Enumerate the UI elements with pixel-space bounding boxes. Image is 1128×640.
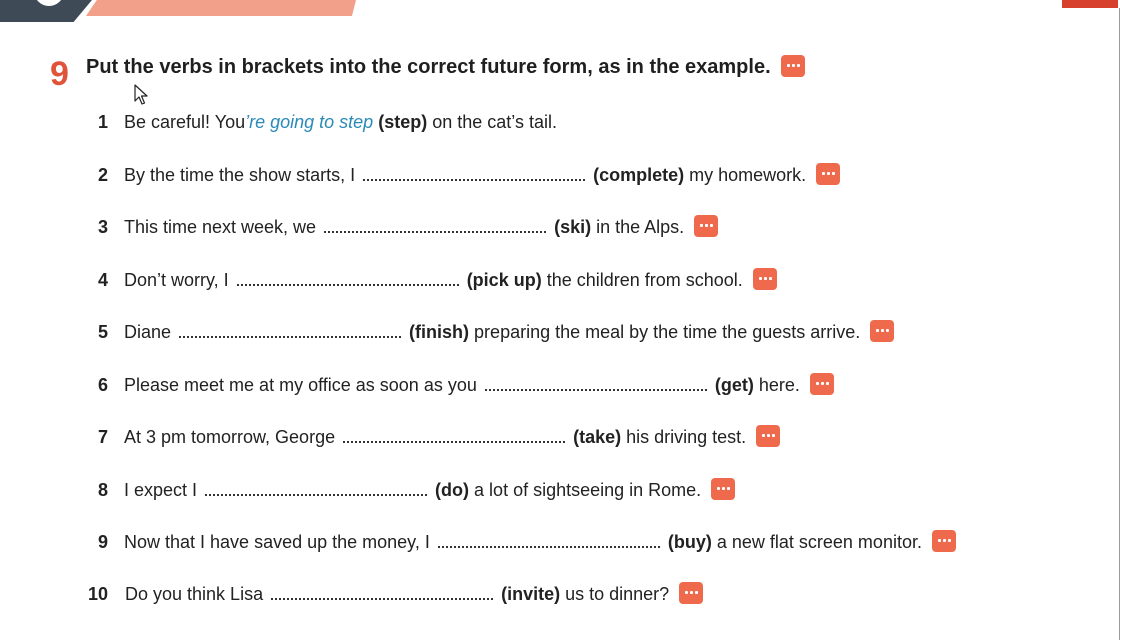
answer-blank[interactable] <box>485 379 707 391</box>
list-item <box>98 532 956 554</box>
more-options-icon[interactable] <box>753 268 777 290</box>
exercise-instruction <box>86 56 805 79</box>
answer-blank[interactable] <box>438 536 660 548</box>
instruction-text: Put the verbs in brackets into the correct future form, as in the example. <box>86 56 771 78</box>
item-number: 4 <box>98 270 109 290</box>
header-red-bar <box>1062 0 1118 8</box>
item-text-before: I expect I <box>124 480 198 500</box>
item-text-after: my homework. <box>689 165 807 185</box>
answer-blank[interactable] <box>271 588 493 600</box>
list-item <box>98 112 557 133</box>
example-answer: ’re going to step <box>245 112 374 132</box>
list-item <box>98 375 834 397</box>
page-border <box>1119 8 1120 640</box>
item-text-before: This time next week, we <box>124 217 317 237</box>
item-text-after: preparing the meal by the time the guests arrive. <box>474 322 861 342</box>
item-text-before: At 3 pm tomorrow, George <box>124 427 336 447</box>
item-number: 3 <box>98 217 109 237</box>
item-text-before: Diane <box>124 322 172 342</box>
item-text-after: us to dinner? <box>565 584 670 604</box>
item-text-after: his driving test. <box>626 427 747 447</box>
item-verb: (complete) <box>593 165 685 185</box>
item-number: 6 <box>98 375 109 395</box>
item-text-before: Now that I have saved up the money, I <box>124 532 430 552</box>
header-accent-bar <box>86 0 356 16</box>
item-text-after: a lot of sightseeing in Rome. <box>474 480 702 500</box>
item-verb: (do) <box>435 480 470 500</box>
more-options-icon[interactable] <box>810 373 834 395</box>
item-number: 10 <box>88 584 109 604</box>
list-item <box>98 217 718 239</box>
item-verb: (get) <box>714 375 754 395</box>
item-verb: (take) <box>573 427 622 447</box>
answer-blank[interactable] <box>363 169 585 181</box>
item-verb: (finish) <box>409 322 470 342</box>
list-item <box>98 427 780 449</box>
item-number: 9 <box>98 532 109 552</box>
list-item <box>98 165 840 187</box>
answer-blank[interactable] <box>179 326 401 338</box>
more-options-icon[interactable] <box>816 163 840 185</box>
item-verb: (pick up) <box>466 270 542 290</box>
answer-blank[interactable] <box>205 484 427 496</box>
item-verb: (buy) <box>667 532 712 552</box>
more-options-icon[interactable] <box>711 478 735 500</box>
mouse-cursor-icon <box>134 84 150 106</box>
more-options-icon[interactable] <box>932 530 956 552</box>
more-options-icon[interactable] <box>679 582 703 604</box>
list-item <box>88 584 703 606</box>
item-number: 8 <box>98 480 109 500</box>
more-options-icon[interactable] <box>694 215 718 237</box>
item-verb: (step) <box>378 112 428 132</box>
item-number: 1 <box>98 112 109 132</box>
item-text-before: Don’t worry, I <box>124 270 229 290</box>
item-text-after: a new flat screen monitor. <box>716 532 922 552</box>
item-number: 7 <box>98 427 109 447</box>
item-text-before: Be careful! You <box>124 112 246 132</box>
item-text-before: Do you think Lisa <box>125 584 264 604</box>
item-verb: (invite) <box>501 584 561 604</box>
exercise-number: 9 <box>50 55 69 93</box>
item-verb: (ski) <box>554 217 592 237</box>
answer-blank[interactable] <box>237 274 459 286</box>
list-item <box>98 480 735 502</box>
more-options-icon[interactable] <box>756 425 780 447</box>
answer-blank[interactable] <box>324 221 546 233</box>
list-item <box>98 322 894 344</box>
list-item <box>98 270 777 292</box>
item-number: 2 <box>98 165 109 185</box>
item-text-before: By the time the show starts, I <box>124 165 356 185</box>
item-number: 5 <box>98 322 109 342</box>
item-text-before: Please meet me at my office as soon as you <box>124 375 477 395</box>
more-options-icon[interactable] <box>781 55 805 77</box>
item-text-after: in the Alps. <box>596 217 685 237</box>
more-options-icon[interactable] <box>870 320 894 342</box>
header-dark-tab <box>0 0 92 22</box>
answer-blank[interactable] <box>343 431 565 443</box>
item-text-after: the children from school. <box>546 270 743 290</box>
item-text-after: on the cat’s tail. <box>432 112 557 132</box>
item-text-after: here. <box>758 375 800 395</box>
